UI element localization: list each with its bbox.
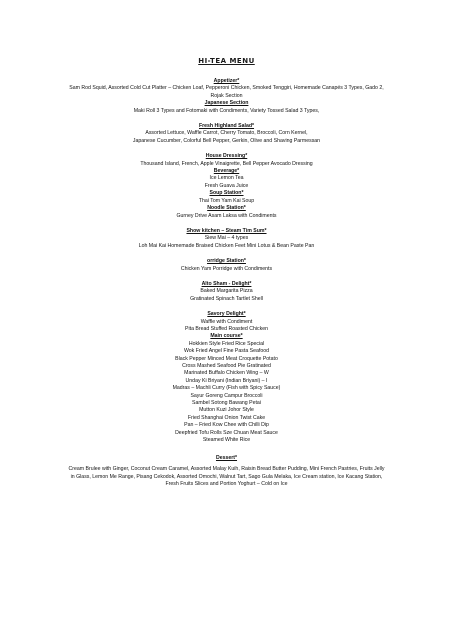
menu-line: in Glass, Lemon Me Range, Pisang Cekodok, Assorted Omochi, Walnut Tart, Sago Gula Melaka, Ice Cream station, Ice Kacang Station, bbox=[70, 473, 383, 480]
section-heading: Appetizer* bbox=[213, 78, 240, 84]
menu-line: Gurney Drive Asam Laksa with Condiments bbox=[176, 212, 277, 219]
menu-line: Pita Bread Stuffed Roasted Chicken bbox=[185, 325, 268, 332]
spacer bbox=[30, 303, 423, 311]
menu-line: Waffle with Condiment bbox=[200, 318, 253, 325]
menu-line: Steamed White Rice bbox=[202, 437, 251, 444]
section-highland-salad bbox=[30, 123, 423, 145]
menu-line: Siew Mai – 4 types bbox=[204, 235, 249, 242]
menu-line: Rojak Section bbox=[210, 92, 243, 99]
section-heading: Fresh Highland Salad* bbox=[198, 123, 255, 130]
menu-line: Sam Rod Squid, Assorted Cold Cut Platter – Chicken Loaf, Pepperoni Chicken, Smoked Tenggiri, Homemade Canapés 3 Types, Gado 2, bbox=[69, 85, 384, 92]
menu-title: HI-TEA MENU bbox=[198, 57, 255, 65]
menu-line: Assorted Lettuce, Waffle Carrot, Cherry Tomato, Broccoli, Corn Kernel, bbox=[145, 130, 308, 137]
spacer bbox=[30, 220, 423, 228]
spacer bbox=[30, 273, 423, 281]
menu-line: Maki Roll 3 Types and Fotomaki with Condiments, Variety Tossed Salad 3 Types, bbox=[133, 107, 320, 114]
menu-line: Sayur Goreng Campur Broccoli bbox=[190, 392, 263, 399]
section-heading: orridge Station* bbox=[207, 258, 246, 265]
menu-line: Thousand Island, French, Apple Vinaigrette, Bell Pepper Avocado Dressing bbox=[140, 160, 313, 167]
menu-line: Madras – Machli Curry (Fish with Spicy Sauce) bbox=[172, 385, 281, 392]
section-dressing bbox=[30, 153, 423, 168]
menu-body bbox=[30, 78, 423, 489]
menu-line: Fresh Fruits Slices and Portion Yoghurt – Cold on Ice bbox=[165, 481, 288, 488]
section-dessert bbox=[30, 455, 423, 488]
menu-line: Cream Brulee with Ginger, Coconut Cream Caramel, Assorted Malay Kuih, Raisin Bread Butter Pudding, Mini French Pastries, Fruits Jelly bbox=[68, 466, 385, 473]
spacer bbox=[30, 250, 423, 258]
menu-line: Fresh Guava Juice bbox=[204, 182, 249, 189]
menu-line: Black Pepper Minced Meat Croquette Potato bbox=[175, 355, 278, 362]
section-tim-sum bbox=[30, 228, 423, 250]
menu-line: Baked Margarita Pizza bbox=[200, 288, 253, 295]
section-heading: House Dressing* bbox=[205, 153, 248, 160]
menu-line: Unday Ki Briyani (Indian Briyani) – I bbox=[185, 377, 268, 384]
section-heading: Alto Sham - Delight* bbox=[201, 280, 252, 287]
menu-line: Mutton Kuzi Johor Style bbox=[199, 407, 254, 414]
menu-line: Japanese Cucumber, Colorful Bell Pepper, Gerkin, Olive and Shaving Parmessan bbox=[132, 137, 321, 144]
menu-line: Marinated Buffalo Chicken Wing – W bbox=[184, 370, 269, 377]
section-heading: Beverage* bbox=[213, 168, 240, 175]
spacer bbox=[30, 145, 423, 153]
section-porridge bbox=[30, 258, 423, 273]
section-beverage bbox=[30, 168, 423, 190]
menu-line: Loh Mai Kai Homemade Braised Chicken Feet Mini Lotus & Bean Paste Pan bbox=[138, 242, 315, 249]
menu-line: Ice Lemon Tea bbox=[209, 175, 244, 182]
section-alto-sham bbox=[30, 281, 423, 303]
spacer bbox=[30, 115, 423, 123]
menu-line: Deepfried Tofu Rolls Sze Chuan Meat Sauce bbox=[175, 429, 278, 436]
section-main-course bbox=[30, 333, 423, 444]
menu-line: Gratinated Spinach Tartlet Shell bbox=[190, 295, 263, 302]
section-soup bbox=[30, 190, 423, 205]
section-heading: Show kitchen – Steam Tim Sum* bbox=[186, 227, 267, 234]
menu-line: Wok Fried Angel Fine Pasta Seafood bbox=[184, 348, 269, 355]
section-savory bbox=[30, 311, 423, 333]
menu-line: Cross Mashed Seafood Pie Gratinated bbox=[182, 363, 271, 369]
menu-line: Chicken Yam Porridge with Condiments bbox=[180, 265, 273, 272]
menu-line: Thai Tom Yam Kai Soup bbox=[198, 197, 255, 204]
section-heading: Noodle Station* bbox=[207, 205, 246, 212]
section-heading: Savory Delight* bbox=[207, 311, 246, 318]
section-heading: Soup Station* bbox=[209, 190, 244, 197]
section-appetizer bbox=[30, 78, 423, 100]
menu-line: Sambel Sotong Bawang Petai bbox=[192, 400, 261, 407]
section-japanese bbox=[30, 100, 423, 115]
section-heading: Main course* bbox=[210, 333, 243, 340]
section-heading: Japanese Section bbox=[204, 100, 249, 107]
menu-line: Pan – Fried Kow Chee with Chilli Dip bbox=[184, 422, 269, 429]
menu-line: Fried Shanghai Onion Twist Cake bbox=[187, 414, 266, 421]
menu-line: Hokkien Style Fried Rice Special bbox=[188, 340, 265, 347]
section-noodle bbox=[30, 205, 423, 220]
section-heading: Dessert* bbox=[215, 455, 238, 462]
spacer bbox=[30, 444, 423, 455]
